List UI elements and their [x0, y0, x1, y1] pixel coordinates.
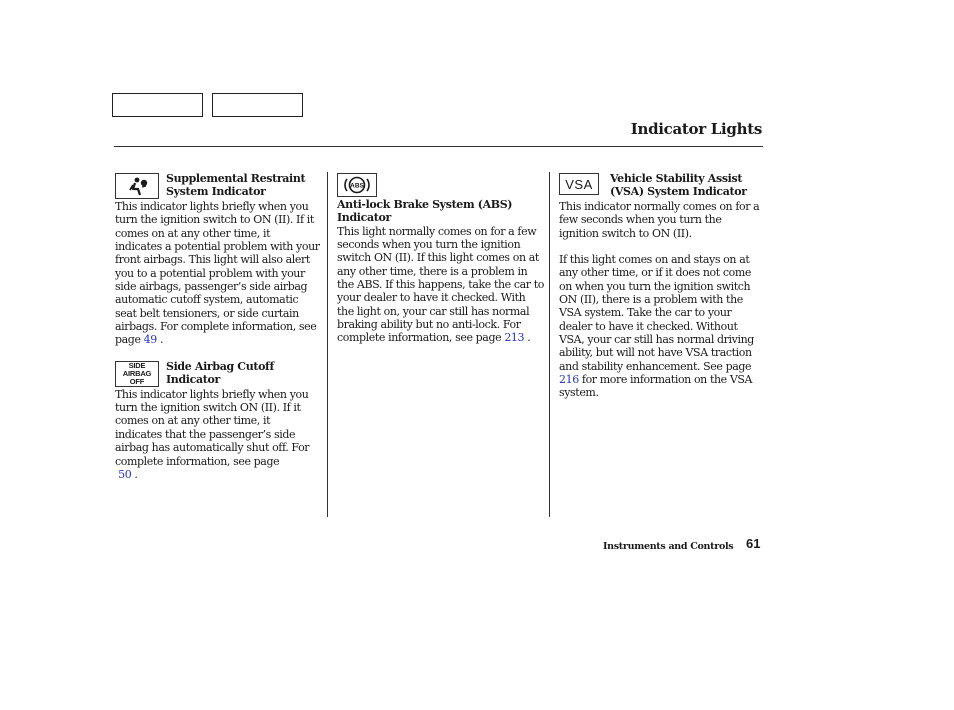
srs-heading [166, 172, 320, 199]
column-left [115, 172, 320, 481]
vsa-heading [610, 172, 764, 199]
column-divider [327, 172, 328, 517]
side-airbag-off-icon [115, 361, 159, 387]
page-number: 61 [746, 536, 761, 551]
vsa-body2-end: for more information on the VSA system. [559, 373, 753, 400]
side-body-end: . [131, 467, 138, 481]
vsa-body2-text: If this light comes on and stays on at any other time, or if it does not come on when you turn the ignition switch ON (II), there is a problem with the VSA system. Take the car to your dealer to have it checked. Without VSA, your car still has normal driving ability, but will not have VSA traction and stability enhancement. See page [559, 253, 754, 373]
side-airbag-heading [166, 360, 320, 387]
side-heading-line1: Side Airbag Cutoff [166, 359, 274, 373]
abs-body-text: This light normally comes on for a few seconds when you turn the ignition switch ON (II). If this light comes on at any other time, there is a problem in the ABS. If this happens, take the car to your dealer to have it checked. With the light on, your car still has normal braking ability but no anti-lock. For complete information, see page [337, 224, 544, 345]
srs-body [115, 200, 320, 347]
vsa-icon [559, 173, 599, 195]
abs-body-end: . [524, 331, 531, 345]
vsa-body-1: This indicator normally comes on for a few seconds when you turn the ignition switch to ON (II). [559, 200, 760, 240]
title-rule [114, 146, 763, 147]
side-airbag-header [115, 360, 320, 388]
side-body-text: This indicator lights briefly when you turn the ignition switch ON (II). If it comes on at any other time, it indicates that the passenger’s side airbag has automatically shut off. For complete information, see page [115, 387, 310, 468]
page-link-50[interactable]: 50 [118, 467, 132, 481]
column-right [559, 172, 764, 400]
page-title: Indicator Lights [630, 120, 762, 138]
vsa-body-2 [559, 253, 764, 400]
srs-body-end: . [156, 333, 164, 347]
page-link-216[interactable]: 216 [559, 373, 579, 387]
column-middle [337, 172, 544, 345]
abs-header [337, 172, 544, 198]
side-icon-line2: AIRBAG [122, 368, 152, 378]
abs-heading-line1: Anti-lock Brake System (ABS) [337, 198, 513, 211]
page-link-213[interactable]: 213 [504, 331, 525, 345]
nav-box-left[interactable] [112, 93, 203, 117]
srs-heading-line1: Supplemental Restraint [166, 172, 306, 185]
side-icon-line3: OFF [129, 376, 145, 386]
vsa-heading-line2: (VSA) System Indicator [610, 185, 747, 199]
abs-heading-line2: Indicator [337, 211, 391, 225]
abs-body [337, 225, 544, 345]
vsa-icon-text: VSA [565, 176, 593, 192]
airbag-person-icon [115, 173, 159, 199]
vsa-header [559, 172, 764, 200]
vsa-heading-line1: Vehicle Stability Assist [610, 172, 743, 185]
side-icon-line1: SIDE [128, 360, 146, 370]
page-link-49[interactable]: 49 [143, 333, 157, 347]
abs-icon-text: ABS [350, 182, 364, 190]
nav-box-right[interactable] [212, 93, 303, 117]
srs-body-text: This indicator lights briefly when you turn the ignition switch to ON (II). If it comes on at any other time, it indicates a potential problem with your front airbags. This light will also alert you to a potential problem with your side airbags, passenger’s side airbag automatic cutoff system, automatic seat belt tensioners, or side curtain airbags. For complete information, see page [115, 200, 320, 347]
column-divider [549, 172, 550, 517]
srs-heading-line2: System Indicator [166, 185, 266, 199]
side-heading-line2: Indicator [166, 373, 220, 387]
footer-section-name: Instruments and Controls [603, 541, 734, 552]
srs-header [115, 172, 320, 200]
abs-heading [337, 198, 544, 225]
abs-icon [337, 173, 377, 197]
side-airbag-body [115, 388, 320, 481]
